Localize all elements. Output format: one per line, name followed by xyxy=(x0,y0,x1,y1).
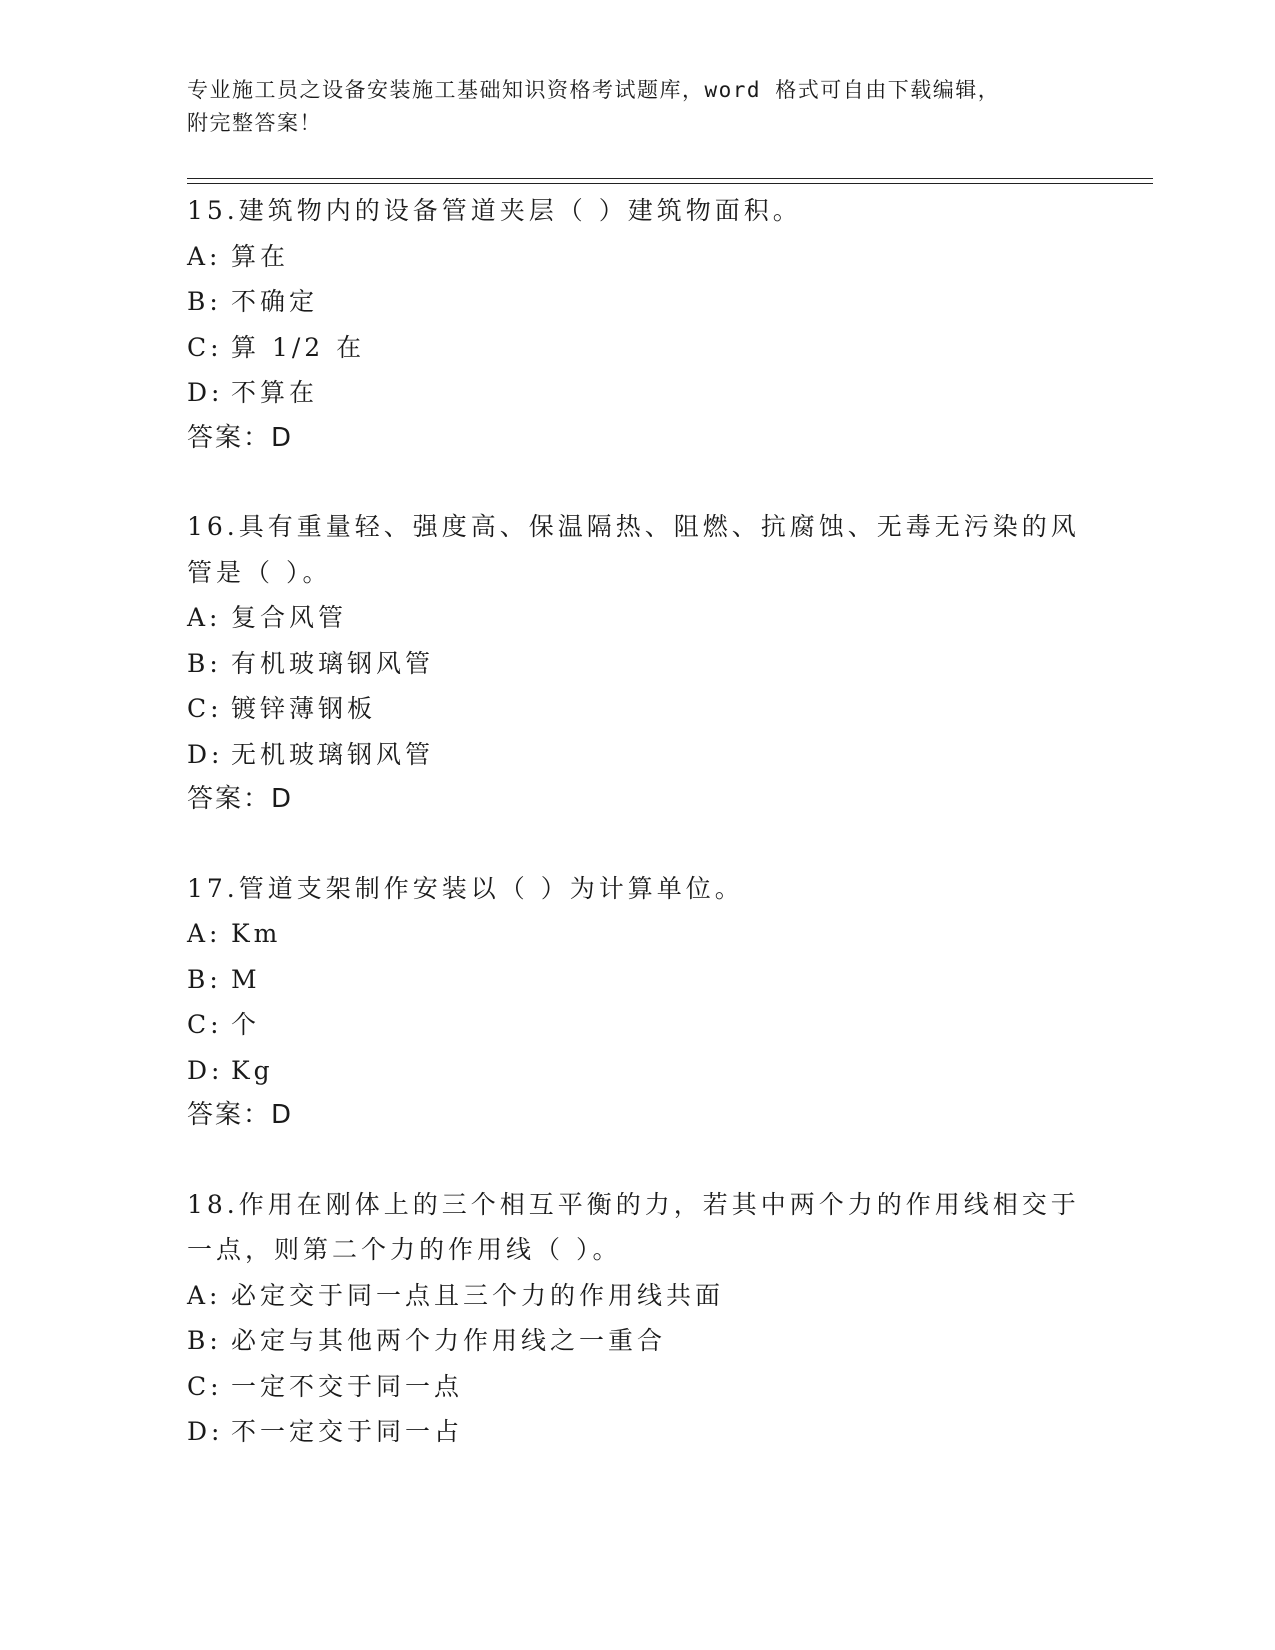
question-18 xyxy=(187,1182,1087,1455)
option-d xyxy=(187,370,1087,416)
option-text: 镀锌薄钢板 xyxy=(231,694,377,723)
answer-line: 答案：D xyxy=(187,422,294,453)
option-key: A: xyxy=(187,603,222,632)
option-key: B: xyxy=(187,287,222,316)
option-key: B: xyxy=(187,1326,222,1355)
option-key: C: xyxy=(187,1010,223,1039)
question-16 xyxy=(187,504,1087,823)
option-text: Km xyxy=(231,919,282,948)
question-stem xyxy=(187,866,1087,912)
option-a xyxy=(187,234,1087,280)
option-key: D: xyxy=(187,378,224,407)
header-line-1: 专业施工员之设备安装施工基础知识资格考试题库，word 格式可自由下载编辑， xyxy=(187,78,1001,102)
option-text: 个 xyxy=(231,1010,261,1039)
option-a xyxy=(187,1273,1087,1319)
option-key: A: xyxy=(187,241,222,271)
option-text: M xyxy=(231,964,261,994)
option-key: D: xyxy=(187,739,224,769)
answer-line: 答案：D xyxy=(187,784,294,814)
question-15 xyxy=(187,188,1087,461)
stem-line: 一点，则第二个力的作用线（ ）。 xyxy=(187,1235,622,1264)
document-header xyxy=(187,74,1067,140)
question-stem xyxy=(187,1182,1087,1273)
option-text: 无机玻璃钢风管 xyxy=(231,739,435,769)
option-c xyxy=(187,686,1087,732)
option-c xyxy=(187,1364,1087,1410)
option-b xyxy=(187,279,1087,325)
stem-line: 17.管道支架制作安装以（ ）为计算单位。 xyxy=(187,873,744,903)
stem-line: 18.作用在刚体上的三个相互平衡的力，若其中两个力的作用线相交于 xyxy=(187,1189,1080,1219)
option-text: 有机玻璃钢风管 xyxy=(231,648,435,678)
header-divider-top xyxy=(187,178,1153,179)
option-b xyxy=(187,1318,1087,1364)
option-key: C: xyxy=(187,1371,223,1401)
option-d xyxy=(187,1409,1087,1455)
option-text: Kg xyxy=(231,1055,274,1085)
stem-line: 15.建筑物内的设备管道夹层（ ）建筑物面积。 xyxy=(187,196,802,225)
option-text: 算 1/2 在 xyxy=(231,332,366,362)
option-text: 必定与其他两个力作用线之一重合 xyxy=(231,1326,667,1355)
option-b xyxy=(187,641,1087,687)
option-c xyxy=(187,1002,1087,1048)
option-key: A: xyxy=(187,919,222,948)
answer-line: 答案：D xyxy=(187,1100,294,1130)
option-text: 不确定 xyxy=(231,287,319,316)
header-divider-bottom xyxy=(187,183,1153,184)
option-text: 复合风管 xyxy=(231,603,348,632)
option-text: 一定不交于同一点 xyxy=(231,1371,464,1401)
option-a xyxy=(187,595,1087,641)
question-stem xyxy=(187,504,1087,595)
option-text: 不一定交于同一占 xyxy=(231,1417,464,1446)
header-line-2: 附完整答案！ xyxy=(187,111,322,135)
option-key: D: xyxy=(187,1055,224,1085)
option-text: 必定交于同一点且三个力的作用线共面 xyxy=(231,1280,725,1310)
stem-line: 16.具有重量轻、强度高、保温隔热、阻燃、抗腐蚀、无毒无污染的风 xyxy=(187,512,1080,541)
option-key: B: xyxy=(187,648,222,678)
option-a xyxy=(187,911,1087,957)
option-d xyxy=(187,732,1087,778)
option-key: C: xyxy=(187,332,223,362)
option-key: A: xyxy=(187,1280,222,1310)
option-d xyxy=(187,1048,1087,1094)
option-b xyxy=(187,957,1087,1003)
option-c xyxy=(187,325,1087,371)
stem-line: 管是（ ）。 xyxy=(187,557,332,587)
option-key: D: xyxy=(187,1417,224,1446)
question-17 xyxy=(187,866,1087,1139)
option-text: 不算在 xyxy=(231,378,319,407)
option-key: C: xyxy=(187,694,223,723)
question-list xyxy=(187,188,1087,1455)
question-stem xyxy=(187,188,1087,234)
option-key: B: xyxy=(187,964,222,994)
option-text: 算在 xyxy=(231,241,290,271)
